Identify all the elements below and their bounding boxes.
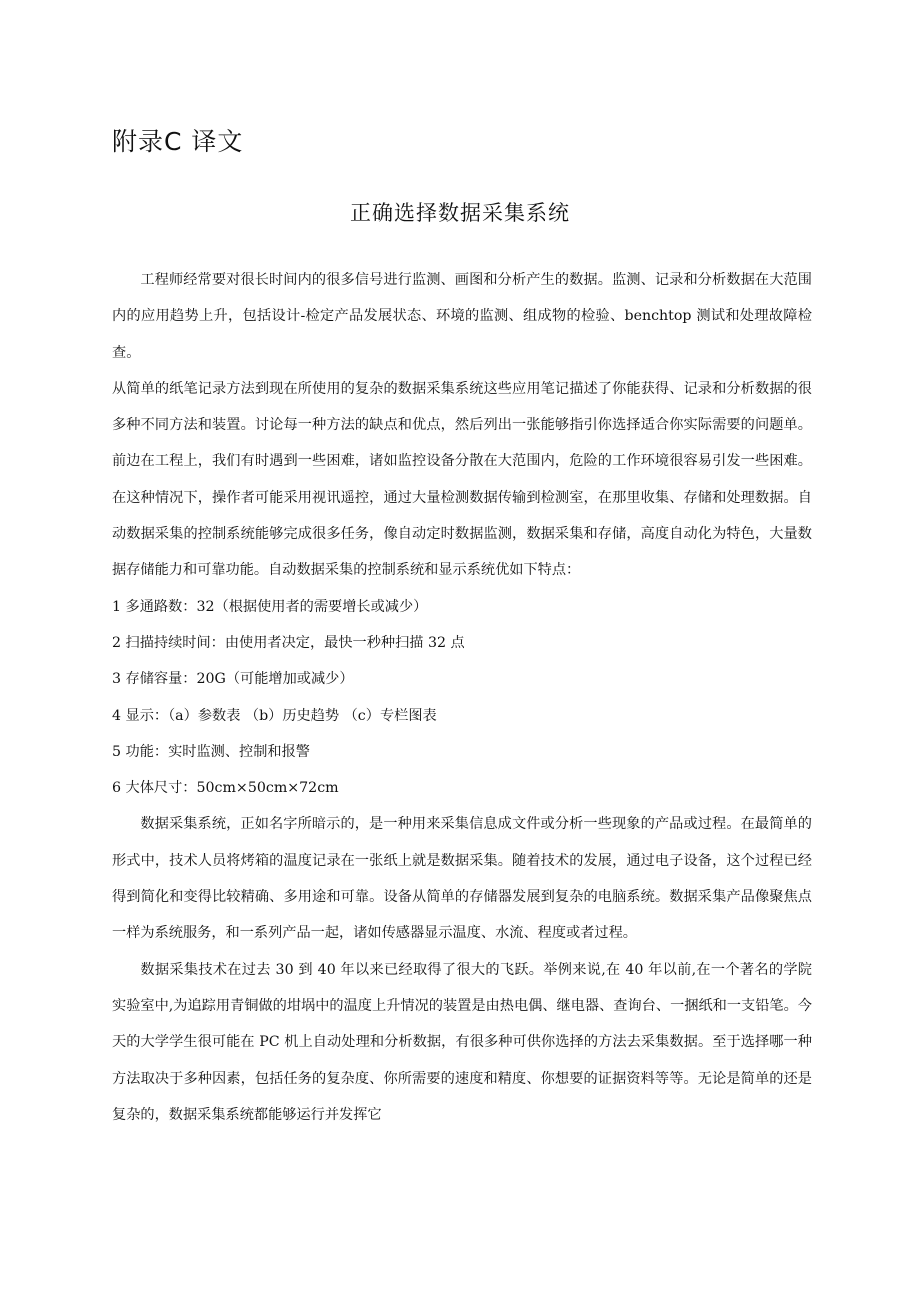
feature-item-scan-duration: 2 扫描持续时间：由使用者决定，最快一秒种扫描 32 点 (112, 634, 465, 651)
feature-item-display: 4 显示：（a）参数表 （b）历史趋势 （c）专栏图表 (112, 707, 437, 724)
feature-item-storage: 3 存储容量：20G（可能增加或减少） (112, 671, 354, 688)
paragraph-history: 数据采集技术在过去 30 到 40 年以来已经取得了很大的飞跃。举例来说,在 40 年以前,在一个著名的学院实验室中,为追踪用青铜做的坩埚中的温度上升情况的装置是由热电偶、继电器、查询台、一捆纸和一支铅笔。今天的大学学生很可能在 PC 机上自动处理和分析数据，有很多种可供你选择的方法去采集数据。至于选择哪一种方法取决于多种因素，包括任务的复杂度、你所需要的速度和精度、你想要的证据资料等等。无论是简单的还是复杂的，数据采集系统都能够运行并发挥它 (112, 961, 812, 1123)
paragraph-definition: 数据采集系统，正如名字所暗示的，是一种用来采集信息成文件或分析一些现象的产品或过程。在最简单的形式中，技术人员将烤箱的温度记录在一张纸上就是数据采集。随着技术的发展，通过电子设备，这个过程已经得到简化和变得比较精确、多用途和可靠。设备从简单的存储器发展到复杂的电脑系统。数据采集产品像聚焦点一样为系统服务，和一系列产品一起，诸如传感器显示温度、水流、程度或者过程。 (112, 816, 812, 942)
appendix-heading: 附录C 译文 (112, 127, 244, 156)
feature-list (112, 589, 812, 807)
paragraph-methods: 从简单的纸笔记录方法到现在所使用的复杂的数据采集系统这些应用笔记描述了你能获得、记录和分析数据的很多种不同方法和装置。讨论每一种方法的缺点和优点，然后列出一张能够指引你选择适合你实际需要的问题单。前边在工程上，我们有时遇到一些困难，诸如监控设备分散在大范围内，危险的工作环境很容易引发一些困难。在这种情况下，操作者可能采用视讯遥控，通过大量检测数据传输到检测室，在那里收集、存储和处理数据。自动数据采集的控制系统能够完成很多任务，像自动定时数据监测，数据采集和存储，高度自动化为特色，大量数据存储能力和可靠功能。自动数据采集的控制系统和显示系统优如下特点： (112, 380, 812, 579)
feature-item-channels: 1 多通路数：32（根据使用者的需要增长或减少） (112, 598, 428, 615)
document-title: 正确选择数据采集系统 (350, 201, 570, 225)
feature-item-dimensions: 6 大体尺寸：50cm×50cm×72cm (112, 780, 339, 797)
paragraph-intro: 工程师经常要对很长时间内的很多信号进行监测、画图和分析产生的数据。监测、记录和分析数据在大范围内的应用趋势上升，包括设计-检定产品发展状态、环境的监测、组成物的检验、benchtop 测试和处理故障检查。 (112, 272, 812, 361)
feature-item-function: 5 功能：实时监测、控制和报警 (112, 743, 310, 760)
document-body (112, 262, 812, 1133)
